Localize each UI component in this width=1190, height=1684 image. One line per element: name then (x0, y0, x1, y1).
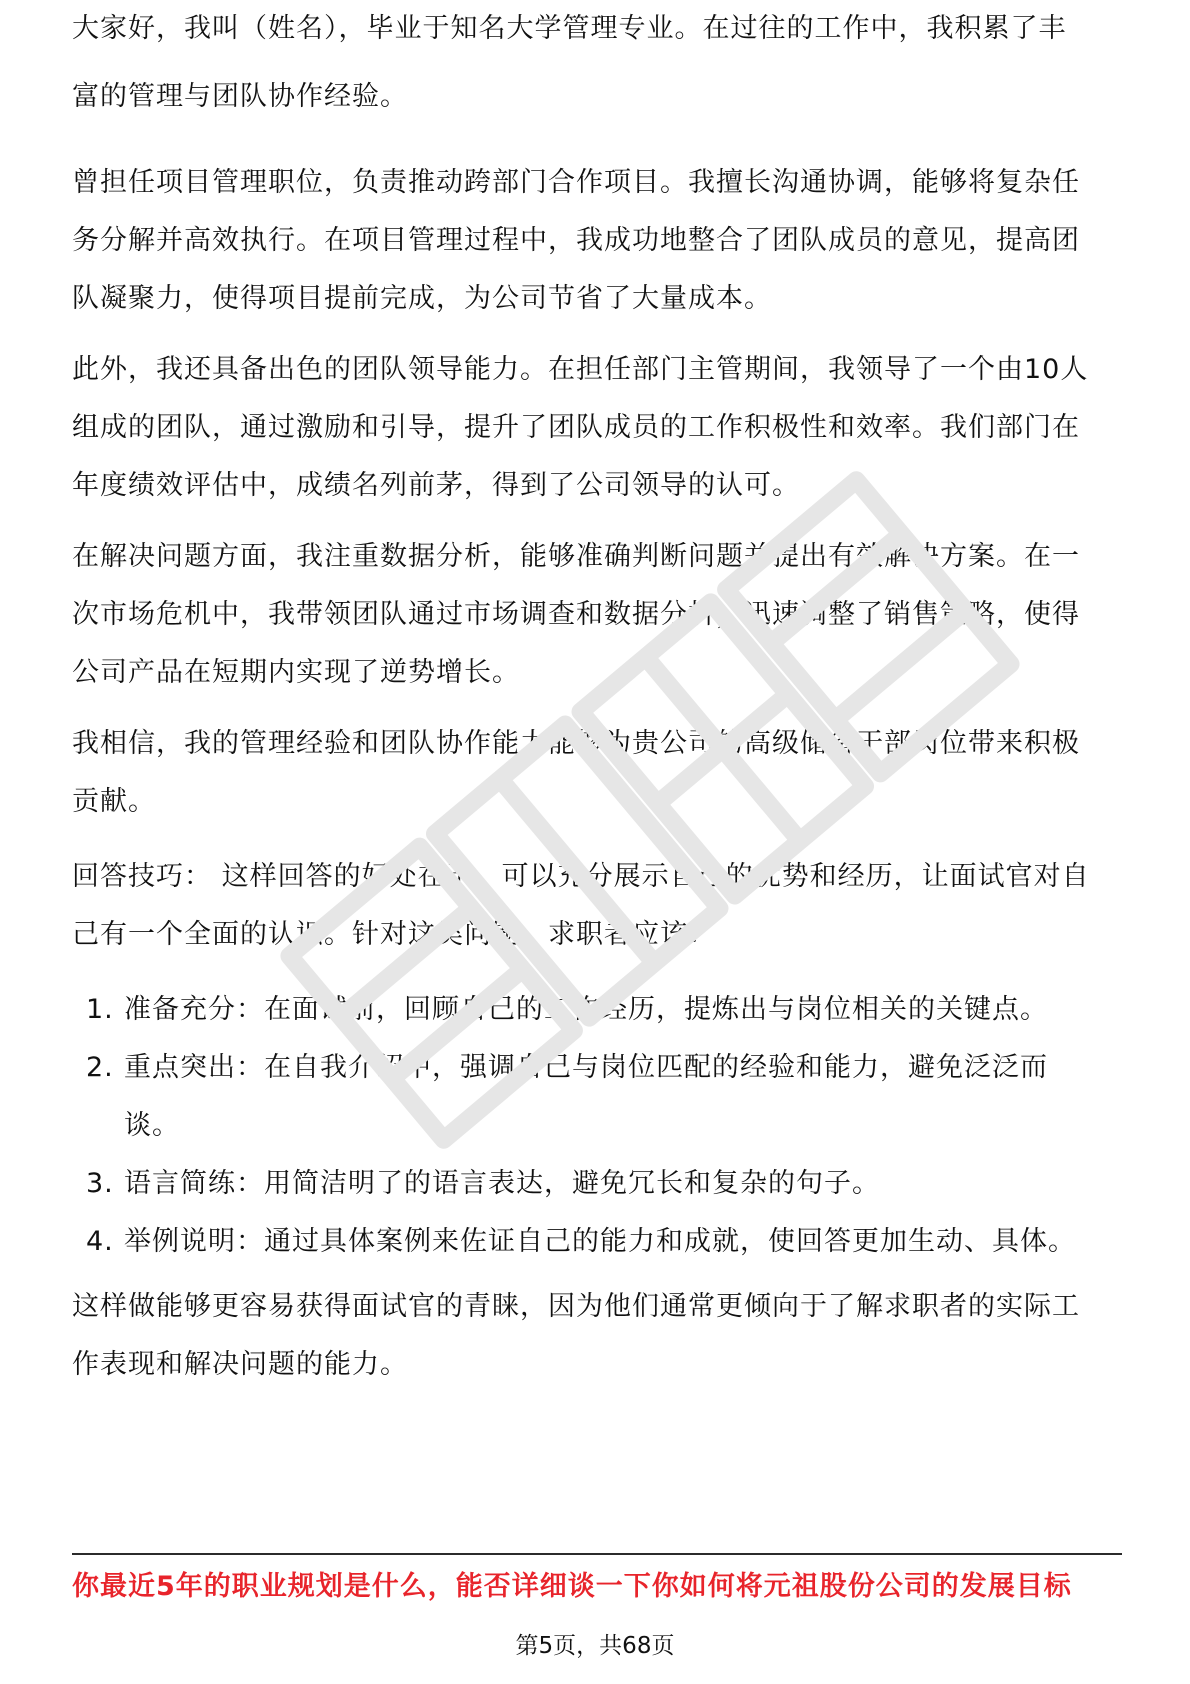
section-divider (72, 1553, 1122, 1555)
paragraph-problem-solving: 在解决问题方面，我注重数据分析，能够准确判断问题并提出有效解决方案。在一 次市场危机中，我带领团队通过市场调查和数据分析，迅速调整了销售策略，使得 公司产品在短期内实现了逆势增长。 (72, 541, 1080, 688)
paragraph-leadership: 此外，我还具备出色的团队领导能力。在担任部门主管期间，我领导了一个由10人 组成的团队，通过激励和引导，提升了团队成员的工作积极性和效率。我们部门在 年度绩效评估中，成绩名列前茅，得到了公司领导的认可。 (72, 354, 1089, 501)
paragraph-project-management: 曾担任项目管理职位，负责推动跨部门合作项目。我擅长沟通协调，能够将复杂任 务分解并高效执行。在项目管理过程中，我成功地整合了团队成员的意见，提高团 队凝聚力，使得项目提前完成，为公司节省了大量成本。 (72, 167, 1080, 314)
list-item-number: 1. (86, 994, 114, 1025)
paragraph-summary: 这样做能够更容易获得面试官的青睐，因为他们通常更倾向于了解求职者的实际工 作表现和解决问题的能力。 (72, 1291, 1080, 1380)
list-item-text: 语言简练：用简洁明了的语言表达，避免冗长和复杂的句子。 (124, 1168, 880, 1199)
list-item-text: 准备充分：在面试前，回顾自己的工作经历，提炼出与岗位相关的关键点。 (124, 994, 1048, 1025)
paragraph-answer-tips: 回答技巧： 这样回答的好处在于，可以充分展示自己的优势和经历，让面试官对自 己有一个全面的认识。针对这类问题，求职者应该： (72, 861, 1090, 950)
next-question-heading: 你最近5年的职业规划是什么，能否详细谈一下你如何将元祖股份公司的发展目标 (72, 1571, 1072, 1602)
list-item-text: 举例说明：通过具体案例来佐证自己的能力和成就，使回答更加生动、具体。 (124, 1226, 1076, 1257)
cut-off-text: 大家好，我叫（姓名），毕业于知名大学管理专业。在过往的工作中，我积累了丰 (72, 13, 1067, 44)
list-item (72, 981, 1122, 1039)
list-item (72, 1039, 1122, 1155)
list-item-number: 2. (86, 1052, 114, 1083)
page-number: 第5页，共68页 (515, 1633, 675, 1659)
list-item (72, 1213, 1122, 1271)
list-item (72, 1155, 1122, 1213)
paragraph-conclusion: 我相信，我的管理经验和团队协作能力能够为贵公司的高级储备干部岗位带来积极 贡献。 (72, 728, 1080, 817)
list-item-number: 3. (86, 1168, 114, 1199)
tips-list (72, 981, 1122, 1271)
list-item-text: 重点突出：在自我介绍中，强调自己与岗位匹配的经验和能力，避免泛泛而 谈。 (124, 1052, 1048, 1141)
list-item-number: 4. (86, 1226, 114, 1257)
paragraph-intro-end: 富的管理与团队协作经验。 (72, 81, 408, 112)
